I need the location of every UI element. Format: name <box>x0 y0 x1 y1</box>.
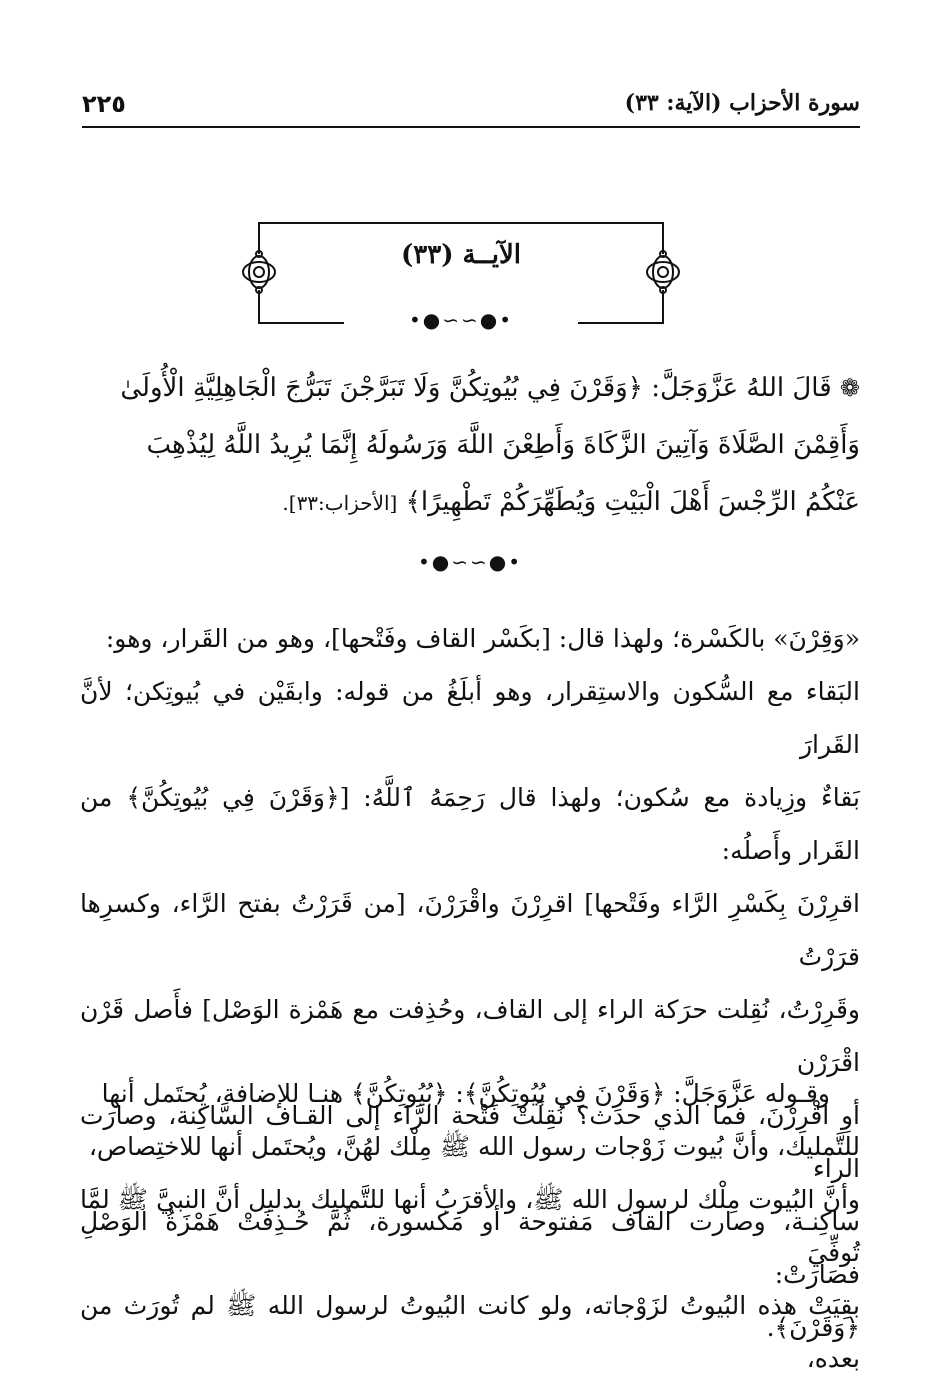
verse-intro: قَالَ اللهُ عَزَّوَجَلَّ: <box>651 373 832 403</box>
paragraph-line-text: وقـوله عَزَّوَجَلَّ: ﴿وَقَرْنَ فِي بُيُوتِكُنَّ﴾: ﴿بُيُوتِكُنَّ﴾ هنـا للإضافة، يُحتَمل أنها <box>101 1079 830 1108</box>
ayah-heading-frame <box>236 212 686 330</box>
frame-left-upper <box>258 222 260 242</box>
frame-right-upper <box>662 222 664 242</box>
paragraph-line: وقَرِرْتُ، نُقِلت حرَكة الراء إلى القاف، وحُذِفت مع هَمْزة الوَصْل] فأَصل قَرْن اقْرَرْن <box>80 995 860 1077</box>
verse-line-3 <box>80 474 860 532</box>
running-header <box>82 88 860 126</box>
paragraph-line: ساكِنـة، وصارت القاف مَفتوحة أو مَكسورة، ثُمَّ حُـذِفَتْ هَمْزَةُ الوَصْلِ فصَارَتْ: <box>80 1207 860 1289</box>
paragraph-line: بقِيَتْ هذه البُيوتُ لزَوْجاته، ولو كانت البُيوتُ لرسول الله ﷺ لم تُورَث من بعده، <box>80 1291 860 1373</box>
heading-ornament: •●∽∽●• <box>408 308 513 332</box>
verse-text-1: ﴿وَقَرْنَ فِي بُيُوتِكُنَّ وَلَا تَبَرَّجْنَ تَبَرُّجَ الْجَاهِلِيَّةِ الْأُولَىٰ <box>120 373 643 403</box>
header-rule <box>82 126 860 128</box>
flower-icon: ❁ <box>839 374 860 402</box>
paragraph-2 <box>80 1067 860 1385</box>
paragraph-line: اقرِرْنَ بِكَسْرِ الرَّاء وفَتْحها] اقرِرْنَ واقْرَرْنَ، [من قَرَرْتُ بفتح الرَّاء، وكسرِها قرَرْتُ <box>80 889 860 971</box>
verse-citation: [الأحزاب:٣٣]. <box>282 491 398 515</box>
paragraph-line: وأنَّ البُيوت مِلْك لرسول الله ﷺ، والأقرَبُ أنها للتَّمليك بدليل أنَّ النبيَّ ﷺ لمَّا تُوفِّيَ <box>80 1185 860 1267</box>
verse-block <box>80 360 860 532</box>
paragraph-line: أوِ اقْرِرْنَ، فما الذي حدَث؟ نُقِلَتْ فَتْحة الرَّاء إلى القـاف السَّاكِنة، وصارَت الراء <box>80 1101 860 1183</box>
page-number: ٢٢٥ <box>82 90 126 118</box>
verse-text-3: عَنْكُمُ الرِّجْسَ أَهْلَ الْبَيْتِ وَيُطَهِّرَكُمْ تَطْهِيرًا﴾ <box>405 487 860 517</box>
frame-top-line <box>258 222 664 224</box>
paragraph-line: ﴿وَقَرْنَ﴾. <box>766 1313 860 1342</box>
paragraph-line: «وَقِرْنَ» بالكَسْرة؛ ولهذا قال: [بكَسْر القاف وفَتْحها]، وهو من القَرار، وهو: <box>105 624 860 653</box>
section-separator: •●∽∽●• <box>417 550 522 574</box>
verse-line-1 <box>80 360 860 417</box>
verse-line-2: وَأَقِمْنَ الصَّلَاةَ وَآتِينَ الزَّكَاةَ وَأَطِعْنَ اللَّهَ وَرَسُولَهُ إِنَّمَا يُرِيدُ اللَّهُ لِيُذْهِبَ <box>146 430 860 460</box>
paragraph-line: للتَّمليك، وأنَّ بُيوت زَوْجات رسول الله ﷺ مِلْك لهُنَّ، ويُحتَمل أنها للاختِصاص، <box>88 1132 860 1161</box>
paragraph-line <box>80 1067 860 1120</box>
paragraph-line: بَقاءٌ وزِيادة مع سُكون؛ ولهذا قال رَحِمَهُ ٱللَّهُ: [﴿وَقَرْنَ فِي بُيُوتِكُنَّ﴾ من القَرار وأَصلُه: <box>80 783 860 865</box>
running-title: سورة الأحزاب (الآية: ٣٣) <box>624 90 860 116</box>
paragraph-line: البَقاء مع السُّكون والاستِقرار، وهو أبلَغُ من قوله: وابقَيْن في بُيوتِكن؛ لأنَّ القَرارَ <box>80 677 860 759</box>
ayah-title: الآيــة (٣٣) <box>400 240 522 270</box>
